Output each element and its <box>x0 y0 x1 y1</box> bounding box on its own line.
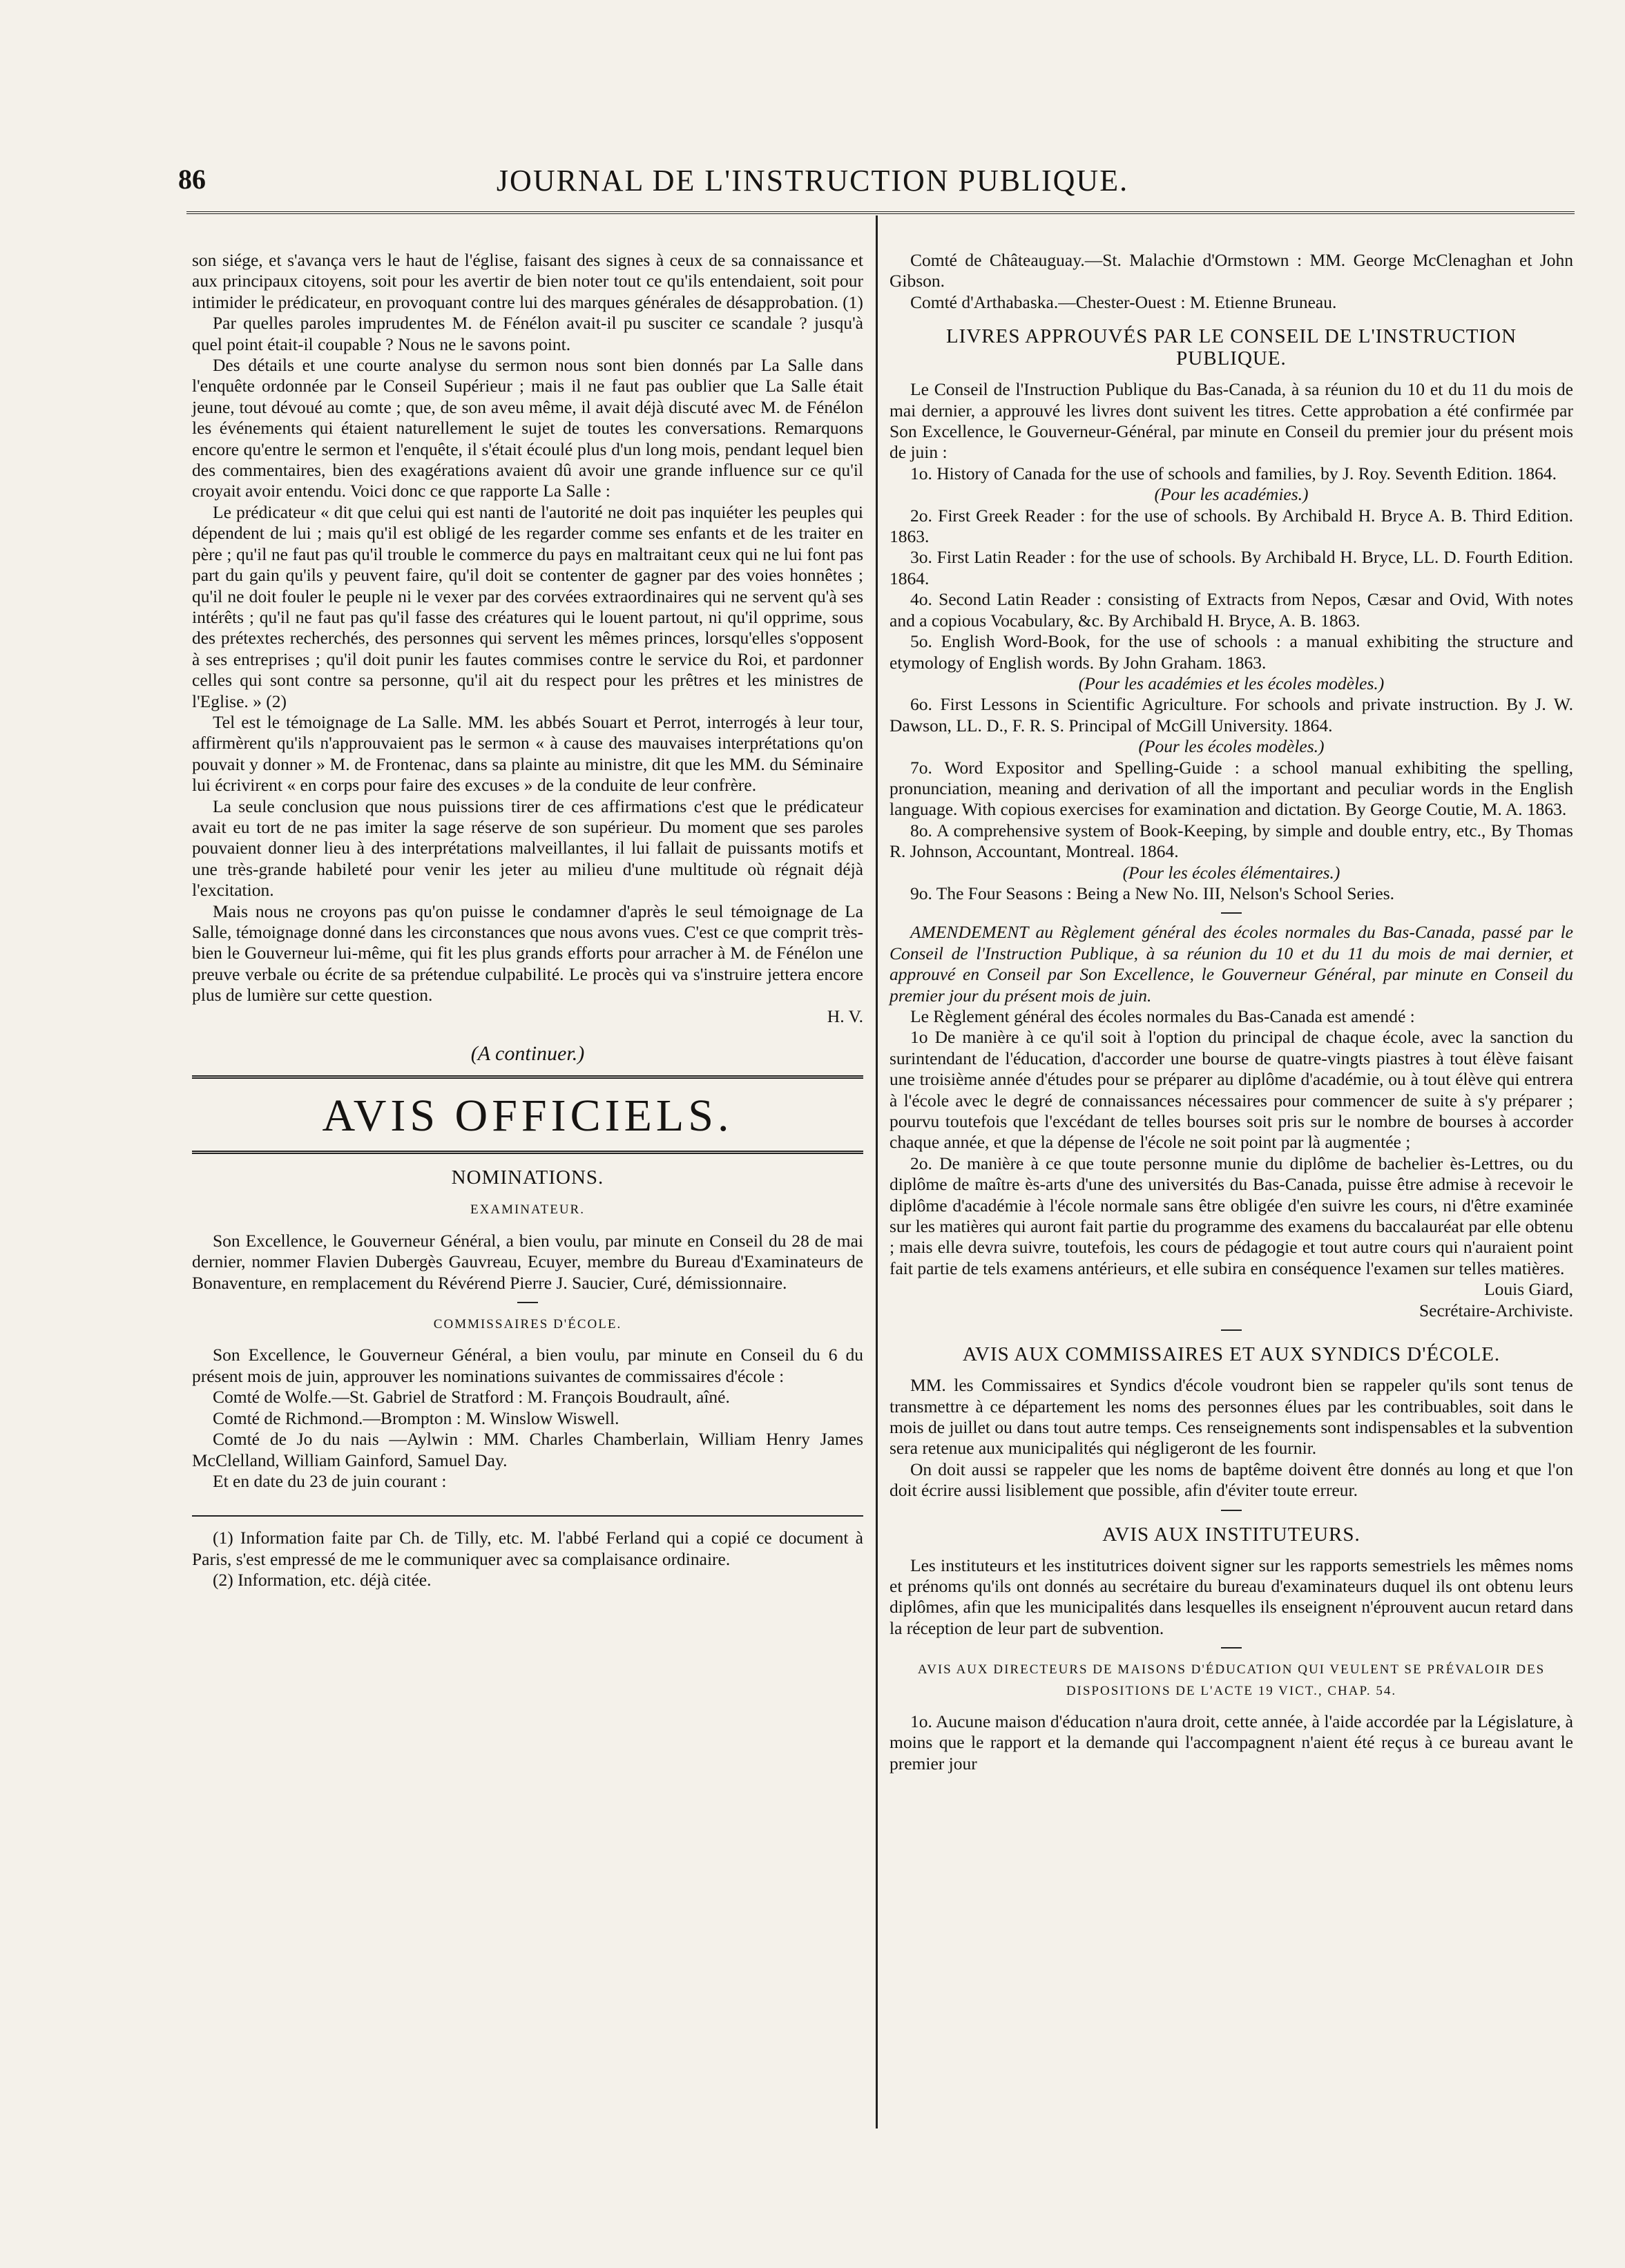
book-category-note: (Pour les académies.) <box>1154 484 1309 505</box>
paragraph: Par quelles paroles imprudentes M. de Fénélon avait-il pu susciter ce scandale ? jusqu'à quel point était-il coupable ? Nous ne le savons point. <box>192 313 863 354</box>
paragraph: Des détails et une courte analyse du sermon nous sont bien donnés par La Salle dans l'enquête ordonnée par le Conseil Supérieur ; mais il ne faut pas oublier que La Salle était jeune, tout dévoué au comte ; que, de son aveu même, il avait déjà discuté avec M. de Fénélon les événements qui étaient naturellement le sujet de toutes les conversations. Remarquons encore qu'entre le sermon et l'enquête, il s'était écoulé plus d'un long mois, pendant lequel bien des commentaires, bien des exagérations avaient dû avoir une grande influence sur ce qu'il croyait avoir entendu. Voici donc ce que rapporte La Salle : <box>192 355 863 501</box>
avis-commissaires-heading: AVIS AUX COMMISSAIRES ET AUX SYNDICS D'ÉCOLE. <box>962 1343 1501 1366</box>
author-signature: H. V. <box>827 1006 863 1026</box>
book-category-note: (Pour les écoles modèles.) <box>1138 736 1325 757</box>
examinateur-heading: EXAMINATEUR. <box>470 1202 585 1218</box>
book-entry: 4o. Second Latin Reader : consisting of Extracts from Nepos, Cæsar and Ovid, With notes and a copious Vocabulary, &c. By Archibald H. Bryce, A. B. 1863. <box>890 589 1573 631</box>
divider <box>1221 912 1242 914</box>
book-entry: 8o. A comprehensive system of Book-Keeping, by simple and double entry, etc., By Thomas R. Johnson, Accountant, Montreal. 1864. <box>890 820 1573 862</box>
book-entry: 5o. English Word-Book, for the use of schools : a manual exhibiting the structure and etymology of English words. By John Graham. 1863. <box>890 631 1573 673</box>
livres-heading: LIVRES APPROUVÉS PAR LE CONSEIL DE L'INSTRUCTION PUBLIQUE. <box>945 325 1517 370</box>
paragraph: Comté de Châteauguay.—St. Malachie d'Ormstown : MM. George McClenaghan et John Gibson. <box>890 250 1573 291</box>
paragraph: On doit aussi se rappeler que les noms de baptême doivent être donnés au long et que l'on doit écrire aussi lisiblement que possible, afin d'éviter toute erreur. <box>890 1459 1573 1501</box>
book-category-note: (Pour les écoles élémentaires.) <box>1122 862 1340 883</box>
nominations-heading: NOMINATIONS. <box>451 1166 604 1189</box>
book-category-note: (Pour les académies et les écoles modèles.) <box>1078 673 1385 693</box>
paragraph: Comté de Richmond.—Brompton : M. Winslow Wiswell. <box>213 1407 619 1428</box>
paragraph: Et en date du 23 de juin courant : <box>213 1470 447 1491</box>
paragraph: son siége, et s'avança vers le haut de l'église, faisant des signes à ceux de sa connaissance et aux principaux citoyens, soit pour les avertir de bien noter tout ce qu'ils entendaient, soit pour intimider le prédicateur, en provoquant contre lui des marques générales de désapprobation. (1) <box>192 250 863 312</box>
avis-instituteurs-heading: AVIS AUX INSTITUTEURS. <box>1102 1523 1360 1546</box>
paragraph: Comté de Jo du nais —Aylwin : MM. Charles Chamberlain, William Henry James McClelland, William Gainford, Samuel Day. <box>192 1429 863 1470</box>
paragraph: 1o De manière à ce qu'il soit à l'option du principal de chaque école, avec la sanction du surintendant de l'éducation, d'accorder une bourse de quatre-vingts piastres à tout élève faisant une troisième année d'études pour se préparer au diplôme d'académie, ou à tout élève qui entrera à l'école avec le degré de connaissances nécessaires pour commencer de suite à s'y préparer ; pourvu toutefois que l'excédant de telles bourses soit pris sur le nombre de bourses à accorder chaque année, et que la dépense de l'école ne soit point par là augmentée ; <box>890 1027 1573 1153</box>
paragraph: Tel est le témoignage de La Salle. MM. les abbés Souart et Perrot, interrogés à leur tour, affirmèrent qu'ils n'approuvaient pas le sermon « à cause des mauvaises interprétations qu'on pouvait y donner » M. de Frontenac, dans sa plainte au ministre, dit que les MM. du Séminaire lui écrivirent « en corps pour faire des excuses » de la conduite de leur confrère. <box>192 711 863 796</box>
paragraph: Comté d'Arthabaska.—Chester-Ouest : M. Etienne Bruneau. <box>910 291 1337 312</box>
footnote: (2) Information, etc. déjà citée. <box>213 1570 432 1591</box>
running-title: JOURNAL DE L'INSTRUCTION PUBLIQUE. <box>496 164 1129 198</box>
footnote: (1) Information faite par Ch. de Tilly, etc. M. l'abbé Ferland qui a copié ce document à Paris, s'est empressé de me le communiquer avec sa complaisance ordinaire. <box>192 1528 863 1569</box>
book-entry: 1o. History of Canada for the use of schools and families, by J. Roy. Seventh Edition. 1864. <box>910 463 1557 483</box>
book-entry: 9o. The Four Seasons : Being a New No. III, Nelson's School Series. <box>910 883 1395 903</box>
book-entry: 7o. Word Expositor and Spelling-Guide : a school manual exhibiting the spelling, pronunciation, meaning and derivation of all the important and peculiar words in the English language. With copious exercises for examination and dictation. By George Coutie, M. A. 1863. <box>890 757 1573 820</box>
paragraph: Son Excellence, le Gouverneur Général, a bien voulu, par minute en Conseil du 28 de mai dernier, nommer Flavien Dubergès Gauvreau, Ecuyer, membre du Bureau d'Examinateurs de Bonaventure, en remplacement du Révérend Pierre J. Saucier, Curé, démissionnaire. <box>192 1230 863 1293</box>
signature-title: Secrétaire-Archiviste. <box>1419 1300 1573 1320</box>
avis-directeurs-heading: AVIS AUX DIRECTEURS DE MAISONS D'ÉDUCATION QUI VEULENT SE PRÉVALOIR DES DISPOSITIONS DE L'ACTE 19 VICT., CHAP. 54. <box>917 1662 1546 1698</box>
paragraph: Son Excellence, le Gouverneur Général, a bien voulu, par minute en Conseil du 6 du présent mois de juin, approuver les nominations suivantes de commissaires d'école : <box>192 1345 863 1386</box>
paragraph: Le prédicateur « dit que celui qui est nanti de l'autorité ne doit pas inquiéter les peuples qui dépendent de lui ; mais qu'il est obligé de les regarder comme ses enfants et de les traiter en père ; qu'il ne faut pas qu'il trouble le commerce du pays en maltraitant ceux qui ne lui font pas part du gain qu'ils y peuvent faire, qu'il doit se contenter de gagner par des voies honnêtes ; qu'il ne doit fouler le peuple ni le vexer par des corvées extraordinaires qui ne servent qu'à ses intérêts ; qu'il ne faut pas qu'il fasse des créatures qui le louent partout, ni qu'il opprime, sous des prétextes recherchés, des personnes qui servent les mêmes princes, lorsqu'elles s'opposent à ses entreprises ; qu'il doit punir les fautes commises contre le service du Roi, et pardonner celles qui sont contre sa personne, qu'il ait du respect pour les prêtres et les ministres de l'Eglise. » (2) <box>192 501 863 711</box>
left-column <box>192 250 863 1591</box>
right-column <box>890 250 1573 1774</box>
divider <box>517 1302 538 1303</box>
to-be-continued: (A continuer.) <box>470 1042 585 1066</box>
header-rule <box>186 211 1575 214</box>
paragraph: Mais nous ne croyons pas qu'on puisse le condamner d'après le seul témoignage de La Salle, témoignage donné dans les circonstances que nous avons vues. C'est ce que comprit très-bien le Gouverneur lui-même, qui fit les plus grands efforts pour arracher à M. de Fénélon une preuve verbale ou écrite de sa prétendue culpabilité. Le procès qui va s'instruire jettera encore plus de lumière sur cette question. <box>192 901 863 1006</box>
paragraph: Comté de Wolfe.—St. Gabriel de Stratford : M. François Boudrault, aîné. <box>213 1387 730 1407</box>
book-entry: 2o. First Greek Reader : for the use of schools. By Archibald H. Bryce A. B. Third Edition. 1863. <box>890 505 1573 547</box>
paragraph: Le Règlement général des écoles normales du Bas-Canada est amendé : <box>910 1006 1415 1026</box>
paragraph: MM. les Commissaires et Syndics d'école voudront bien se rappeler qu'ils sont tenus de transmettre à ce département les noms des personnes élues par les contribuables, soit dans le mois de juillet ou dans tout autre temps. Ces renseignements sont indispensables et la subvention sera retenue aux municipalités qui négligeront de les fournir. <box>890 1375 1573 1459</box>
page-number: 86 <box>178 164 206 195</box>
section-title: AVIS OFFICIELS. <box>192 1075 863 1154</box>
signature-name: Louis Giard, <box>1484 1279 1573 1300</box>
divider <box>1221 1647 1242 1649</box>
footnotes <box>192 1515 863 1591</box>
book-entry: 6o. First Lessons in Scientific Agriculture. For schools and private instruction. By J. W. Dawson, LL. D., F. R. S. Principal of McGill University. 1864. <box>890 694 1573 736</box>
divider <box>1221 1329 1242 1331</box>
paragraph: La seule conclusion que nous puissions tirer de ces affirmations c'est que le prédicateur avait eu tort de ne pas imiter la sage réserve de son supérieur. Du moment que ses paroles pouvaient donner lieu à des interprétations malveillantes, il lui fallait de puissants motifs et une très-grande habileté pour venir les jeter au milieu d'une multitude où régnait déjà l'excitation. <box>192 796 863 901</box>
commissaires-heading: COMMISSAIRES D'ÉCOLE. <box>433 1317 622 1332</box>
paragraph: 1o. Aucune maison d'éducation n'aura droit, cette année, à l'aide accordée par la Législature, à moins que le rapport et la demande qui l'accompagnent n'aient été reçus à ce bureau avant le premier jour <box>890 1711 1573 1774</box>
divider <box>1221 1510 1242 1511</box>
paragraph: 2o. De manière à ce que toute personne munie du diplôme de bachelier ès-Lettres, ou du diplôme de maître ès-arts d'une des universités du Bas-Canada, puisse être admise à recevoir le diplôme d'académie à l'école normale sans être obligée d'en suivre les cours, ni d'être examinée sur les matières qui auront fait partie du programme des examens du baccalauréat par elle obtenu ; mais elle devra suivre, toutefois, les cours de pédagogie et tout autre cours qui n'auraient point fait partie de tels examens antérieurs, et elle subira en conséquence l'examen sur telles matières. <box>890 1153 1573 1278</box>
column-divider <box>876 215 878 2128</box>
paragraph: Les instituteurs et les institutrices doivent signer sur les rapports semestriels les mêmes noms et prénoms qu'ils ont donnés au secrétaire du bureau d'examinateurs duquel ils ont obtenu leurs diplômes, afin que les municipalités dans lesquelles ils enseignent n'éprouvent aucun retard dans la réception de leur part de subvention. <box>890 1555 1573 1638</box>
amendment-title: AMENDEMENT au Règlement général des écoles normales du Bas-Canada, passé par le Conseil de l'Instruction Publique, à sa réunion du 10 et du 11 du mois de mai dernier, et approuvé en Conseil par Son Excellence, le Gouverneur Général, par minute en Conseil du premier jour du présent mois de juin. <box>890 922 1573 1006</box>
paragraph: Le Conseil de l'Instruction Publique du Bas-Canada, à sa réunion du 10 et du 11 du mois de mai dernier, a approuvé les livres dont suivent les titres. Cette approbation a été confirmée par Son Excellence, le Gouverneur-Général, par minute en Conseil du premier jour du présent mois de juin : <box>890 379 1573 463</box>
book-entry: 3o. First Latin Reader : for the use of schools. By Archibald H. Bryce, LL. D. Fourth Edition. 1864. <box>890 547 1573 588</box>
